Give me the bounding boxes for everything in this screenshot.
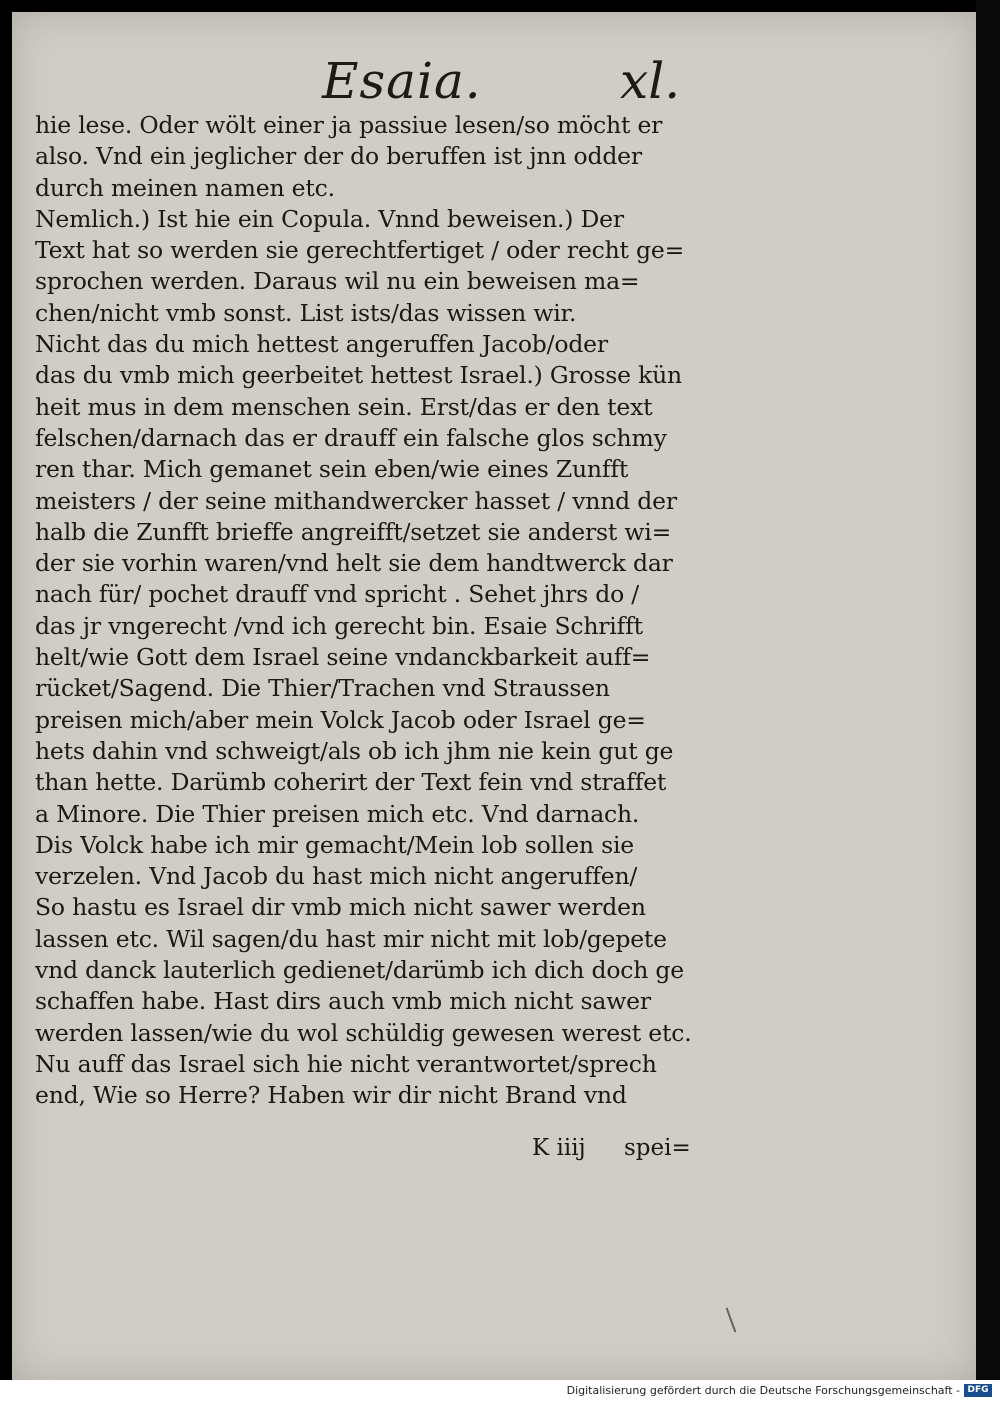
text-line: a Minore. Die Thier preisen mich etc. Vnd darnach. (35, 799, 640, 828)
text-line: meisters / der seine mithandwercker hasset / vnnd der (35, 486, 677, 515)
text-line: than hette. Darümb coherirt der Text fein vnd straffet (35, 768, 667, 797)
text-line: durch meinen namen etc. (35, 173, 335, 202)
folio-number: xl. (620, 52, 681, 110)
text-line: preisen mich/aber mein Volck Jacob oder Israel ge= (35, 705, 646, 734)
text-line: felschen/darnach das er drauff ein falsche glos schmy (35, 423, 667, 452)
digitization-footer (0, 1380, 1000, 1402)
text-line: Dis Volck habe ich mir gemacht/Mein lob sollen sie (35, 830, 634, 859)
text-line: Nicht das du mich hettest angeruffen Jacob/oder (35, 330, 608, 359)
text-line: schaffen habe. Hast dirs auch vmb mich nicht sawer (35, 987, 651, 1016)
text-line: end, Wie so Herre? Haben wir dir nicht Brand vnd (35, 1081, 627, 1110)
scan-edge (976, 0, 1000, 1380)
text-line: nach für/ pochet drauff vnd spricht . Sehet jhrs do / (35, 580, 640, 609)
text-line: sprochen werden. Daraus wil nu ein beweisen ma= (35, 267, 640, 296)
text-line: also. Vnd ein jeglicher der do beruffen ist jnn odder (35, 142, 642, 171)
text-line: Nemlich.) Ist hie ein Copula. Vnnd beweisen.) Der (35, 204, 624, 233)
text-line: ren thar. Mich gemanet sein eben/wie eines Zunfft (35, 455, 629, 484)
dfg-logo-icon: DFG (964, 1384, 992, 1397)
body-text (35, 110, 715, 1112)
text-line: werden lassen/wie du wol schüldig gewesen werest etc. (35, 1018, 692, 1047)
text-line: Text hat so werden sie gerechtfertiget / oder recht ge= (35, 236, 685, 265)
catchword: spei= (624, 1135, 691, 1161)
text-line: der sie vorhin waren/vnd helt sie dem handtwerck dar (35, 549, 673, 578)
signature-line (12, 1135, 976, 1169)
signature-mark: K iiij (532, 1135, 586, 1161)
text-line: das jr vngerecht /vnd ich gerecht bin. Esaie Schrifft (35, 611, 643, 640)
text-line: das du vmb mich geerbeitet hettest Israel.) Grosse kün (35, 361, 682, 390)
text-line: So hastu es Israel dir vmb mich nicht sawer werden (35, 893, 646, 922)
stray-mark (726, 1307, 737, 1332)
text-line: heit mus in dem menschen sein. Erst/das er den text (35, 392, 653, 421)
running-title: Esaia. (322, 52, 482, 110)
text-line: vnd danck lauterlich gedienet/darümb ich dich doch ge (35, 956, 684, 985)
text-line: chen/nicht vmb sonst. List ists/das wissen wir. (35, 298, 577, 327)
digitization-notice: Digitalisierung gefördert durch die Deutsche Forschungsgemeinschaft - (566, 1384, 960, 1397)
text-line: lassen etc. Wil sagen/du hast mir nicht mit lob/gepete (35, 924, 667, 953)
text-line: hets dahin vnd schweigt/als ob ich jhm nie kein gut ge (35, 736, 674, 765)
text-line: verzelen. Vnd Jacob du hast mich nicht angeruffen/ (35, 862, 638, 891)
text-line: hie lese. Oder wölt einer ja passiue lesen/so möcht er (35, 111, 663, 139)
text-line: halb die Zunfft brieffe angreifft/setzet sie anderst wi= (35, 517, 672, 546)
book-page (12, 12, 976, 1380)
text-line: rücket/Sagend. Die Thier/Trachen vnd Straussen (35, 674, 610, 703)
text-line: Nu auff das Israel sich hie nicht verantwortet/sprech (35, 1049, 657, 1078)
text-line: helt/wie Gott dem Israel seine vndanckbarkeit auff= (35, 643, 651, 672)
